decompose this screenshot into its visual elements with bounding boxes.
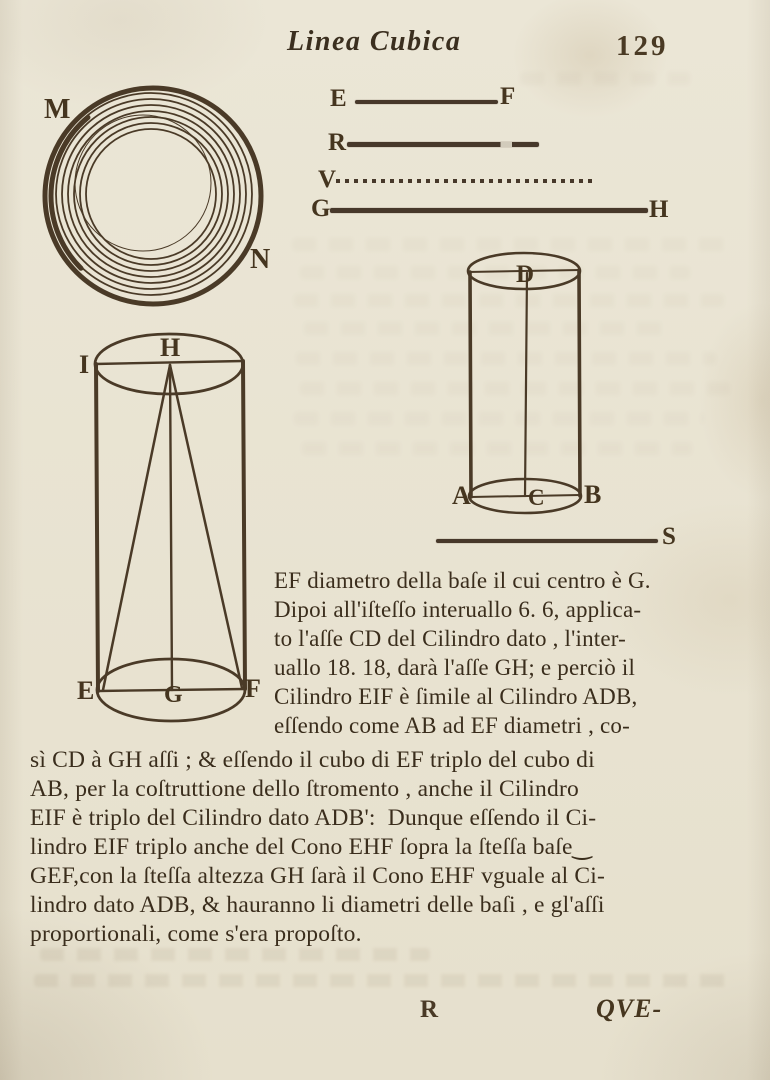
body-text-line: EIF è triplo del Cilindro dato ADB': Dunque eſſendo il Ci- xyxy=(30,805,597,831)
catchword: QVE- xyxy=(596,994,663,1023)
cone-cylinder-label-e: E xyxy=(77,676,95,705)
cone-cylinder-label-f: F xyxy=(245,674,261,703)
cylinder-axis xyxy=(525,273,527,496)
bleed-through-line xyxy=(40,948,430,961)
body-text-line: lindro EIF triplo anche del Cono EHF ſopra la ſteſſa baſe‿ xyxy=(30,834,592,860)
body-text-line: to l'aſſe CD del Cilindro dato , l'inter- xyxy=(274,626,627,651)
cone-cylinder-wall-right xyxy=(243,361,245,689)
scale-line-ef xyxy=(355,100,498,104)
scale-line-gh xyxy=(330,208,648,213)
page-number: 129 xyxy=(616,30,669,62)
body-text-line: EF diametro della baſe il cui centro è G. xyxy=(274,568,651,593)
body-text-line: lindro dato ADB, & hauranno li diametri delle baſi , e gl'aſſi xyxy=(30,892,605,918)
cylinder-label-a: A xyxy=(452,481,471,510)
cylinder-adb-figure xyxy=(450,245,605,525)
cylinder-label-b: B xyxy=(584,480,602,509)
scale-line-s xyxy=(436,539,658,543)
running-title: Linea Cubica xyxy=(287,26,462,57)
body-text-line: proportionali, come s'era propoſto. xyxy=(30,921,362,947)
cylinder-wall-left xyxy=(470,272,471,497)
cone-edge-right xyxy=(170,365,242,688)
body-text-line: AB, per la coſtruttione dello ſtromento , anche il Cilindro xyxy=(30,776,579,802)
body-text-line: uallo 18. 18, darà l'aſſe GH; e perciò il xyxy=(274,655,636,680)
scale-line-v xyxy=(336,179,592,183)
scale-label-r: R xyxy=(328,129,347,156)
scale-label-e: E xyxy=(330,85,347,112)
cylinder-label-d: D xyxy=(516,261,535,288)
bleed-through-line xyxy=(520,72,690,85)
body-text-line: eſſendo come AB ad EF diametri , co- xyxy=(274,713,630,738)
cylinder-wall-right xyxy=(579,270,580,496)
scale-line-r xyxy=(347,142,539,147)
cone-cylinder-label-g: G xyxy=(164,682,183,708)
scale-label-v: V xyxy=(318,166,337,193)
body-text-line: GEF,con la ſteſſa altezza GH ſarà il Cono EHF vguale al Ci- xyxy=(30,863,606,889)
cone-axis xyxy=(170,365,172,690)
body-text-line: Cilindro EIF è ſimile al Cilindro ADB, xyxy=(274,684,638,709)
cone-cylinder-wall-left xyxy=(96,364,98,691)
sphere-label-m: M xyxy=(44,94,71,125)
cylinder-label-c: C xyxy=(528,485,545,510)
sphere-figure xyxy=(38,84,270,312)
cone-cylinder-label-i: I xyxy=(79,350,90,379)
body-text-line: sì CD à GH aſſi ; & eſſendo il cubo di EF triplo del cubo di xyxy=(30,747,595,773)
signature-mark: R xyxy=(420,996,439,1023)
sphere-label-n: N xyxy=(250,244,271,275)
cone-edge-left xyxy=(103,365,170,690)
scale-label-s: S xyxy=(662,523,676,550)
scale-label-f: F xyxy=(500,83,516,110)
body-text-line: Dipoi all'iſteſſo interuallo 6. 6, applica- xyxy=(274,597,642,622)
cylinder-bottom-diameter xyxy=(471,495,580,497)
bleed-through-line xyxy=(34,974,730,987)
scale-label-g: G xyxy=(311,195,331,222)
scale-label-h: H xyxy=(649,196,669,223)
cone-cylinder-label-h: H xyxy=(160,333,181,362)
cone-cylinder-figure xyxy=(75,325,265,730)
